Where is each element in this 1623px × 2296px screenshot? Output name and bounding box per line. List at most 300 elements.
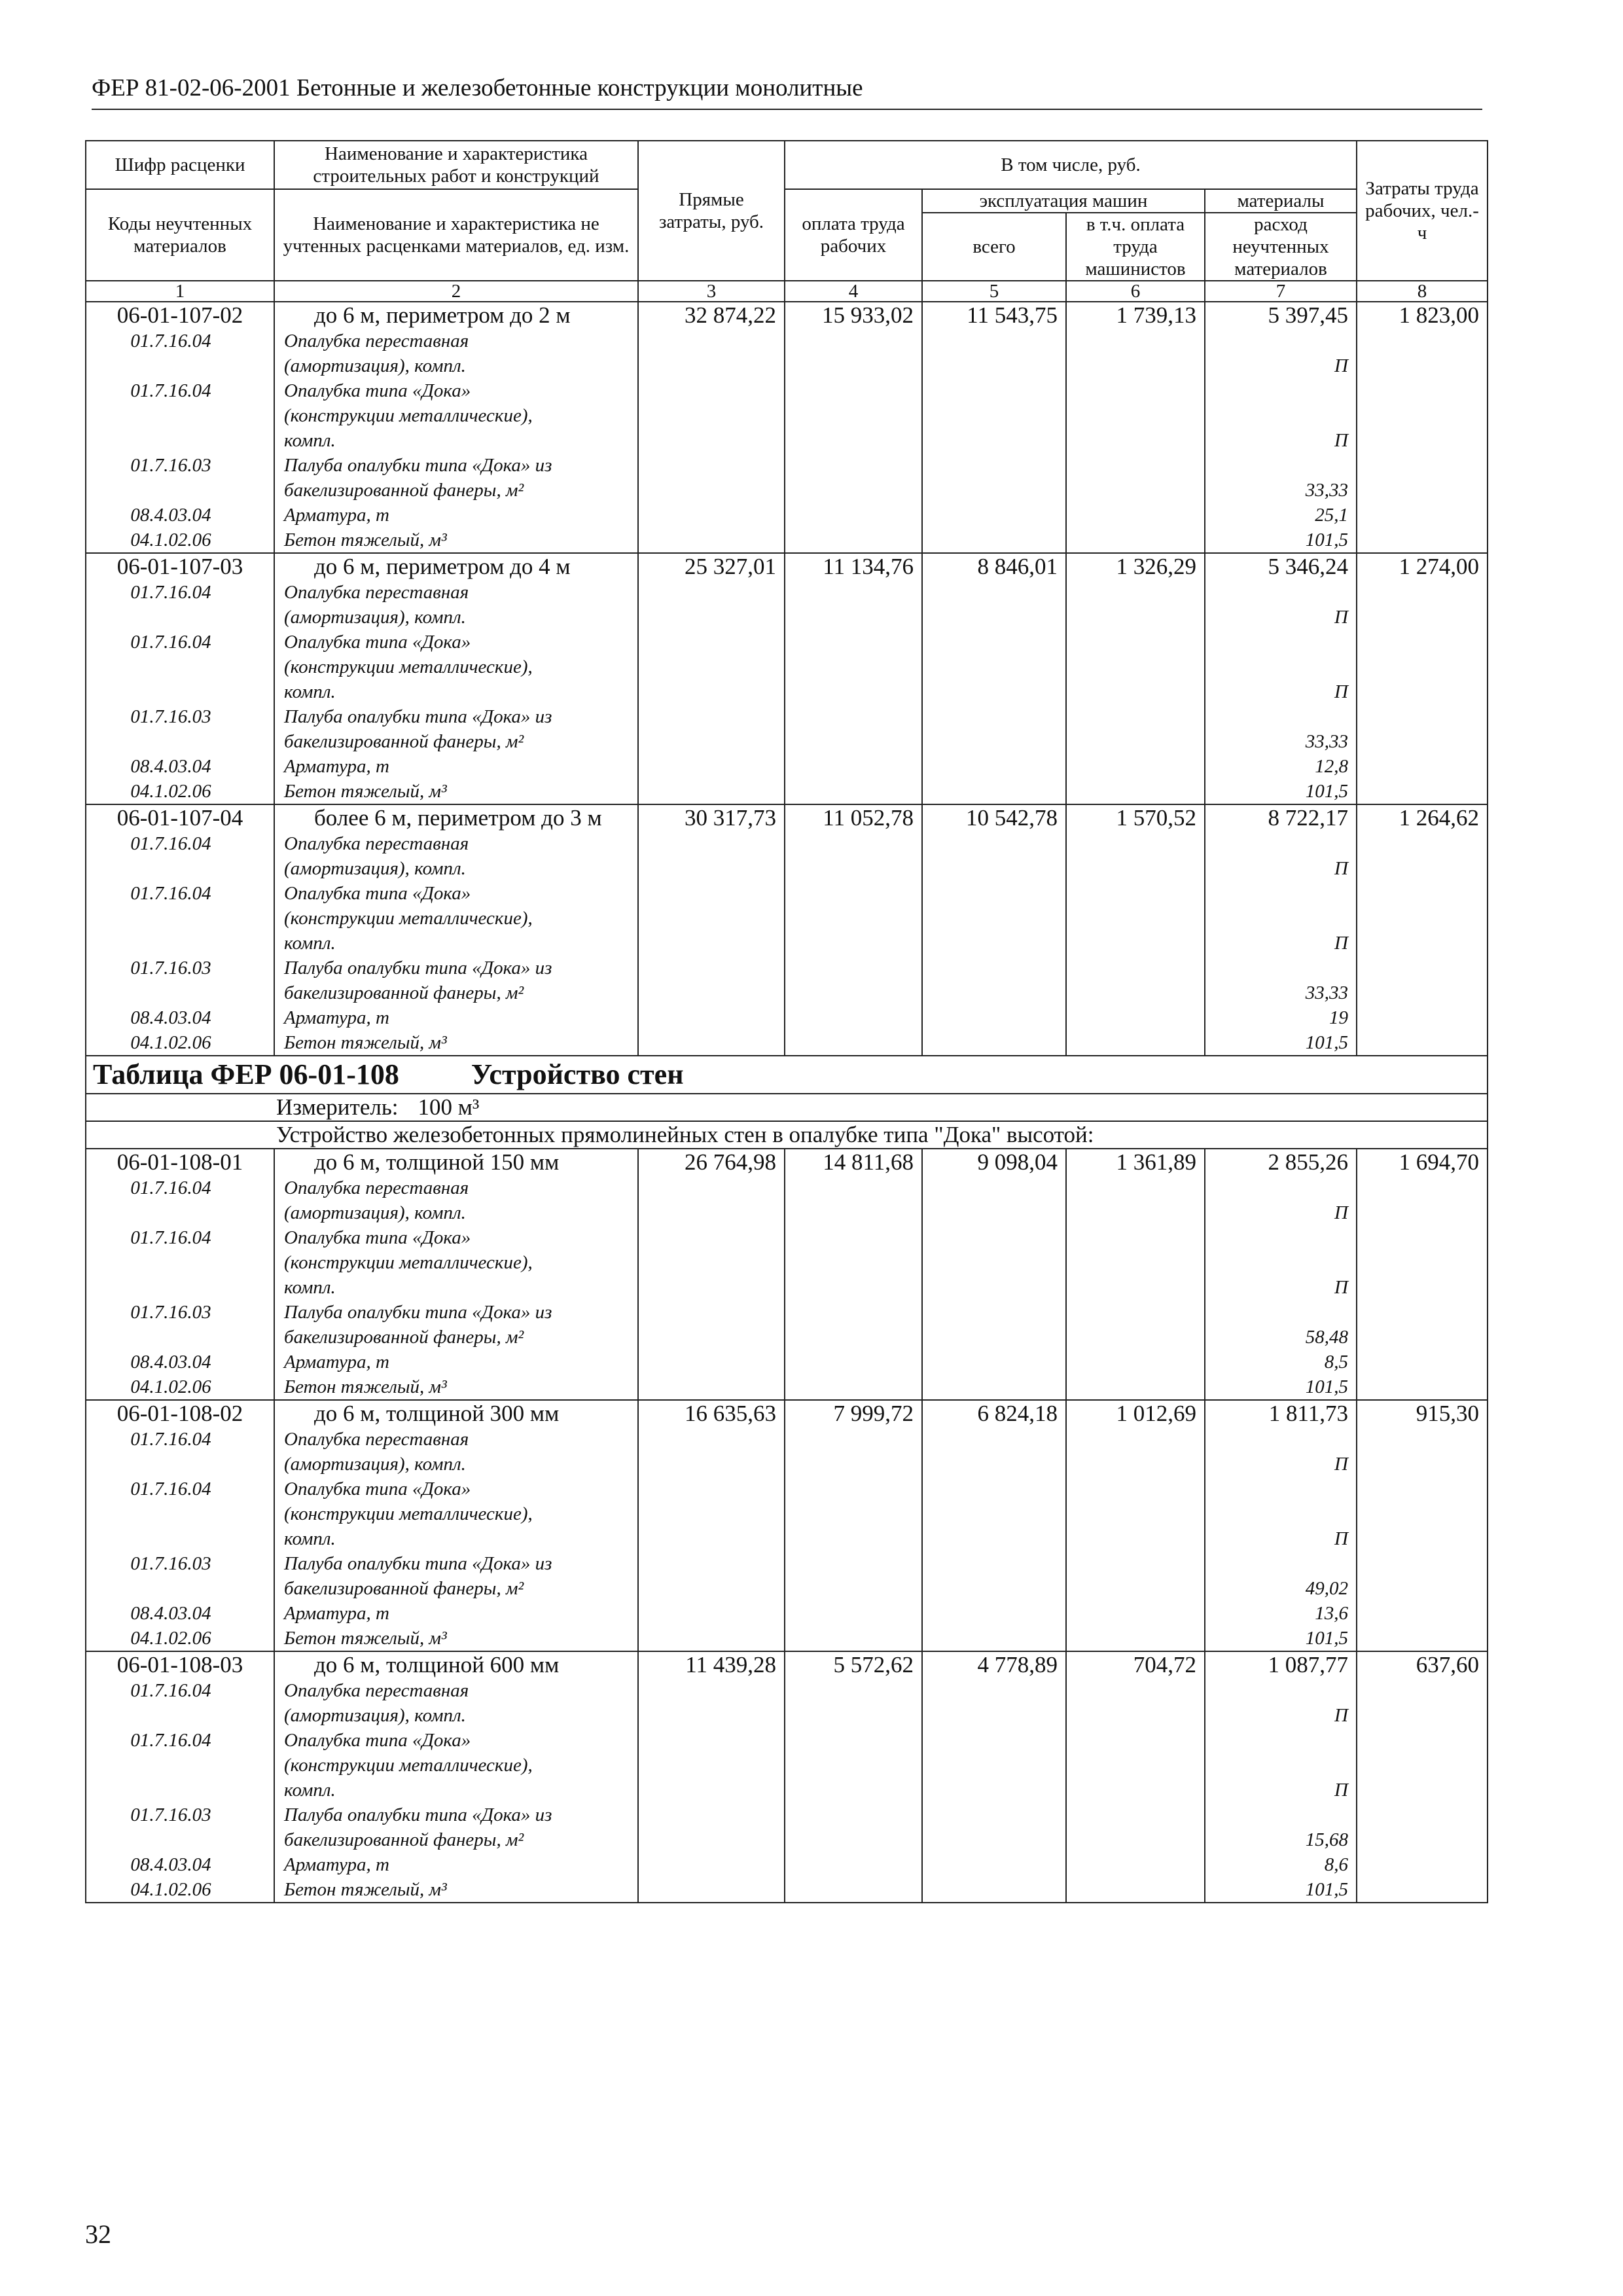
empty-cell [1357, 779, 1488, 804]
material-name: (амортизация), компл. [274, 856, 638, 881]
material-row [86, 931, 1488, 956]
empty-cell [922, 754, 1066, 779]
empty-cell [922, 729, 1066, 754]
empty-cell [638, 881, 785, 906]
empty-cell [638, 1175, 785, 1200]
material-name: Бетон тяжелый, м³ [274, 1030, 638, 1056]
material-row [86, 956, 1488, 980]
material-row [86, 1877, 1488, 1903]
direct-cost: 16 635,63 [638, 1400, 785, 1427]
empty-cell [638, 1325, 785, 1350]
material-amount: 101,5 [1205, 1626, 1357, 1651]
material-amount [1205, 378, 1357, 403]
empty-cell [638, 1250, 785, 1275]
material-row [86, 754, 1488, 779]
empty-cell [638, 1778, 785, 1803]
empty-cell [638, 655, 785, 679]
empty-cell [1357, 980, 1488, 1005]
empty-cell [1357, 1350, 1488, 1374]
material-code: 01.7.16.04 [86, 329, 274, 353]
empty-cell [638, 729, 785, 754]
empty-cell [1066, 630, 1205, 655]
material-amount: 15,68 [1205, 1827, 1357, 1852]
empty-cell [922, 1626, 1066, 1651]
material-name: (конструкции металлические), [274, 655, 638, 679]
empty-cell [1357, 1753, 1488, 1778]
material-row [86, 1852, 1488, 1877]
material-row [86, 1427, 1488, 1452]
material-row [86, 1225, 1488, 1250]
empty-cell [785, 1350, 922, 1374]
material-code: 08.4.03.04 [86, 503, 274, 528]
empty-cell [922, 655, 1066, 679]
empty-cell [785, 1005, 922, 1030]
material-amount: П [1205, 1452, 1357, 1477]
empty-cell [785, 1778, 922, 1803]
empty-cell [785, 1803, 922, 1827]
material-code [86, 906, 274, 931]
empty-cell [922, 503, 1066, 528]
colnum: 6 [1066, 281, 1205, 302]
empty-cell [1357, 1175, 1488, 1200]
empty-cell [1066, 754, 1205, 779]
col-machines: эксплуатация машин [922, 189, 1205, 213]
material-code: 01.7.16.04 [86, 831, 274, 856]
material-amount [1205, 1803, 1357, 1827]
material-code: 01.7.16.03 [86, 1551, 274, 1576]
empty-cell [1357, 1526, 1488, 1551]
empty-cell [1066, 478, 1205, 503]
material-name: Опалубка переставная [274, 1678, 638, 1703]
empty-cell [638, 1225, 785, 1250]
col-labor-pay: оплата труда рабочих [785, 189, 922, 281]
machines-total: 6 824,18 [922, 1400, 1066, 1427]
empty-cell [785, 831, 922, 856]
labor-pay: 15 933,02 [785, 302, 922, 329]
empty-cell [1357, 754, 1488, 779]
material-amount [1205, 1300, 1357, 1325]
empty-cell [785, 754, 922, 779]
materials-cost: 1 811,73 [1205, 1400, 1357, 1427]
empty-cell [785, 655, 922, 679]
material-row [86, 1601, 1488, 1626]
empty-cell [1357, 630, 1488, 655]
empty-cell [638, 1275, 785, 1300]
labor-hours: 1 694,70 [1357, 1149, 1488, 1175]
colnum: 5 [922, 281, 1066, 302]
empty-cell [638, 1703, 785, 1728]
empty-cell [638, 453, 785, 478]
empty-cell [785, 1526, 922, 1551]
material-code: 01.7.16.04 [86, 580, 274, 605]
material-code: 01.7.16.04 [86, 1728, 274, 1753]
material-name: Палуба опалубки типа «Дока» из [274, 956, 638, 980]
empty-cell [785, 1551, 922, 1576]
empty-cell [1357, 478, 1488, 503]
rate-row [86, 1651, 1488, 1678]
material-name: Бетон тяжелый, м³ [274, 1877, 638, 1903]
material-name: Опалубка типа «Дока» [274, 378, 638, 403]
material-name: компл. [274, 1526, 638, 1551]
material-name: бакелизированной фанеры, м² [274, 1576, 638, 1601]
empty-cell [638, 528, 785, 553]
materials-cost: 8 722,17 [1205, 804, 1357, 831]
material-amount [1205, 329, 1357, 353]
material-code [86, 856, 274, 881]
empty-cell [922, 1703, 1066, 1728]
material-name: компл. [274, 1275, 638, 1300]
material-code: 08.4.03.04 [86, 1005, 274, 1030]
empty-cell [785, 1325, 922, 1350]
materials-cost: 2 855,26 [1205, 1149, 1357, 1175]
material-row [86, 630, 1488, 655]
material-code [86, 655, 274, 679]
empty-cell [1066, 956, 1205, 980]
empty-cell [638, 1427, 785, 1452]
material-amount: 49,02 [1205, 1576, 1357, 1601]
empty-cell [1357, 1250, 1488, 1275]
material-amount [1205, 630, 1357, 655]
empty-cell [638, 831, 785, 856]
material-name: бакелизированной фанеры, м² [274, 729, 638, 754]
empty-cell [1357, 1275, 1488, 1300]
empty-cell [922, 1576, 1066, 1601]
empty-cell [1066, 1275, 1205, 1300]
material-name: Палуба опалубки типа «Дока» из [274, 1803, 638, 1827]
empty-cell [785, 1200, 922, 1225]
empty-cell [785, 1753, 922, 1778]
material-code [86, 980, 274, 1005]
material-amount: 33,33 [1205, 980, 1357, 1005]
material-amount: 101,5 [1205, 779, 1357, 804]
colnum: 3 [638, 281, 785, 302]
rate-code: 06-01-108-01 [86, 1149, 274, 1175]
empty-cell [1066, 1827, 1205, 1852]
empty-cell [922, 1452, 1066, 1477]
empty-cell [922, 1350, 1066, 1374]
empty-cell [638, 906, 785, 931]
empty-cell [922, 1225, 1066, 1250]
empty-cell [922, 1300, 1066, 1325]
empty-cell [1357, 1452, 1488, 1477]
machines-labor: 704,72 [1066, 1651, 1205, 1678]
material-row [86, 1678, 1488, 1703]
rate-name: до 6 м, толщиной 300 мм [274, 1400, 638, 1427]
empty-cell [785, 1877, 922, 1903]
material-name: Бетон тяжелый, м³ [274, 779, 638, 804]
machines-total: 4 778,89 [922, 1651, 1066, 1678]
empty-cell [1066, 1175, 1205, 1200]
material-code [86, 1703, 274, 1728]
empty-cell [638, 754, 785, 779]
material-amount: П [1205, 1275, 1357, 1300]
material-amount: 8,6 [1205, 1852, 1357, 1877]
empty-cell [922, 1175, 1066, 1200]
empty-cell [922, 779, 1066, 804]
empty-cell [1066, 931, 1205, 956]
empty-cell [1066, 1374, 1205, 1400]
empty-cell [922, 428, 1066, 453]
material-name: (конструкции металлические), [274, 906, 638, 931]
material-amount [1205, 1250, 1357, 1275]
material-amount: 13,6 [1205, 1601, 1357, 1626]
empty-cell [638, 630, 785, 655]
empty-cell [1066, 1551, 1205, 1576]
rate-row [86, 553, 1488, 580]
direct-cost: 25 327,01 [638, 553, 785, 580]
empty-cell [1066, 403, 1205, 428]
empty-cell [1357, 1427, 1488, 1452]
material-amount: П [1205, 1200, 1357, 1225]
empty-cell [922, 528, 1066, 553]
empty-cell [922, 403, 1066, 428]
material-amount [1205, 1477, 1357, 1501]
empty-cell [1357, 503, 1488, 528]
rate-name: до 6 м, толщиной 600 мм [274, 1651, 638, 1678]
empty-cell [785, 580, 922, 605]
materials-cost: 1 087,77 [1205, 1651, 1357, 1678]
empty-cell [922, 906, 1066, 931]
empty-cell [922, 956, 1066, 980]
machines-labor: 1 326,29 [1066, 553, 1205, 580]
empty-cell [1357, 1374, 1488, 1400]
rate-row [86, 302, 1488, 329]
direct-cost: 30 317,73 [638, 804, 785, 831]
empty-cell [638, 378, 785, 403]
empty-cell [785, 881, 922, 906]
rate-code: 06-01-107-02 [86, 302, 274, 329]
material-row [86, 428, 1488, 453]
material-row [86, 1200, 1488, 1225]
table-body-107 [86, 302, 1488, 1056]
empty-cell [1357, 580, 1488, 605]
empty-cell [1066, 378, 1205, 403]
machines-total: 10 542,78 [922, 804, 1066, 831]
empty-cell [1066, 1678, 1205, 1703]
empty-cell [638, 1601, 785, 1626]
empty-cell [1357, 1728, 1488, 1753]
empty-cell [1357, 1678, 1488, 1703]
material-row [86, 1250, 1488, 1275]
colnum: 8 [1357, 281, 1488, 302]
col-incl: В том числе, руб. [785, 141, 1357, 189]
table2-header [86, 1056, 1488, 1149]
rate-code: 06-01-108-02 [86, 1400, 274, 1427]
material-name: Опалубка типа «Дока» [274, 630, 638, 655]
empty-cell [1357, 329, 1488, 353]
material-name: Опалубка типа «Дока» [274, 1225, 638, 1250]
material-code: 01.7.16.04 [86, 881, 274, 906]
col-mat-use: расход неучтенных материалов [1205, 213, 1357, 281]
empty-cell [1357, 956, 1488, 980]
direct-cost: 32 874,22 [638, 302, 785, 329]
material-code: 01.7.16.03 [86, 1300, 274, 1325]
empty-cell [785, 906, 922, 931]
empty-cell [1066, 605, 1205, 630]
empty-cell [785, 605, 922, 630]
rate-row [86, 804, 1488, 831]
empty-cell [922, 1877, 1066, 1903]
empty-cell [638, 856, 785, 881]
empty-cell [1357, 1803, 1488, 1827]
empty-cell [1357, 403, 1488, 428]
empty-cell [1066, 779, 1205, 804]
material-code [86, 1501, 274, 1526]
empty-cell [1357, 729, 1488, 754]
material-row [86, 779, 1488, 804]
empty-cell [1066, 1452, 1205, 1477]
material-name: компл. [274, 428, 638, 453]
empty-cell [1066, 528, 1205, 553]
material-name: бакелизированной фанеры, м² [274, 1827, 638, 1852]
col-labor: Затраты труда рабочих, чел.-ч [1357, 141, 1488, 281]
material-name: Опалубка переставная [274, 1175, 638, 1200]
material-row [86, 1501, 1488, 1526]
material-code: 08.4.03.04 [86, 1601, 274, 1626]
empty-cell [1357, 1703, 1488, 1728]
material-row [86, 605, 1488, 630]
empty-cell [638, 1576, 785, 1601]
empty-cell [922, 605, 1066, 630]
material-amount: 12,8 [1205, 754, 1357, 779]
direct-cost: 11 439,28 [638, 1651, 785, 1678]
material-code [86, 605, 274, 630]
material-amount [1205, 1501, 1357, 1526]
empty-cell [785, 1728, 922, 1753]
empty-cell [638, 956, 785, 980]
material-name: Палуба опалубки типа «Дока» из [274, 1551, 638, 1576]
material-amount: 101,5 [1205, 528, 1357, 553]
empty-cell [785, 1477, 922, 1501]
empty-cell [785, 353, 922, 378]
empty-cell [638, 1501, 785, 1526]
empty-cell [922, 980, 1066, 1005]
empty-cell [638, 605, 785, 630]
material-name: бакелизированной фанеры, м² [274, 980, 638, 1005]
material-amount [1205, 580, 1357, 605]
material-code: 08.4.03.04 [86, 754, 274, 779]
rate-name: до 6 м, периметром до 2 м [274, 302, 638, 329]
material-name: Опалубка переставная [274, 1427, 638, 1452]
material-row [86, 1275, 1488, 1300]
empty-cell [1066, 1350, 1205, 1374]
empty-cell [1066, 1728, 1205, 1753]
material-row [86, 1626, 1488, 1651]
material-name: компл. [274, 1778, 638, 1803]
empty-cell [638, 1877, 785, 1903]
empty-cell [922, 1778, 1066, 1803]
rate-row [86, 1149, 1488, 1175]
empty-cell [638, 580, 785, 605]
empty-cell [785, 1300, 922, 1325]
material-amount: П [1205, 353, 1357, 378]
material-row [86, 679, 1488, 704]
material-name: Арматура, т [274, 1005, 638, 1030]
material-code [86, 1576, 274, 1601]
empty-cell [1066, 329, 1205, 353]
empty-cell [1066, 831, 1205, 856]
material-code: 01.7.16.04 [86, 1477, 274, 1501]
empty-cell [922, 329, 1066, 353]
material-code [86, 353, 274, 378]
material-name: Опалубка переставная [274, 831, 638, 856]
empty-cell [1357, 655, 1488, 679]
material-name: Арматура, т [274, 1852, 638, 1877]
empty-cell [785, 1225, 922, 1250]
material-name: Опалубка переставная [274, 329, 638, 353]
empty-cell [785, 704, 922, 729]
empty-cell [1066, 1501, 1205, 1526]
material-row [86, 1005, 1488, 1030]
table-body-108 [86, 1149, 1488, 1903]
empty-cell [638, 1526, 785, 1551]
labor-hours: 1 274,00 [1357, 553, 1488, 580]
material-name: (амортизация), компл. [274, 605, 638, 630]
table2-title: Таблица ФЕР 06-01-108 [93, 1058, 399, 1090]
empty-cell [1066, 1526, 1205, 1551]
empty-cell [1066, 1325, 1205, 1350]
labor-pay: 7 999,72 [785, 1400, 922, 1427]
empty-cell [785, 1030, 922, 1056]
material-name: (амортизация), компл. [274, 353, 638, 378]
labor-pay: 5 572,62 [785, 1651, 922, 1678]
material-row [86, 729, 1488, 754]
material-row [86, 1030, 1488, 1056]
empty-cell [1066, 428, 1205, 453]
material-row [86, 1526, 1488, 1551]
empty-cell [785, 453, 922, 478]
machines-labor: 1 361,89 [1066, 1149, 1205, 1175]
empty-cell [638, 1350, 785, 1374]
empty-cell [785, 980, 922, 1005]
empty-cell [638, 1300, 785, 1325]
material-name: Арматура, т [274, 754, 638, 779]
material-row [86, 1325, 1488, 1350]
material-amount: 58,48 [1205, 1325, 1357, 1350]
empty-cell [785, 931, 922, 956]
empty-cell [1357, 428, 1488, 453]
empty-cell [1357, 1325, 1488, 1350]
empty-cell [1357, 931, 1488, 956]
empty-cell [638, 503, 785, 528]
material-amount [1205, 655, 1357, 679]
empty-cell [922, 1325, 1066, 1350]
material-code: 04.1.02.06 [86, 528, 274, 553]
col-materials: материалы [1205, 189, 1357, 213]
empty-cell [922, 353, 1066, 378]
empty-cell [1066, 729, 1205, 754]
material-code: 04.1.02.06 [86, 1626, 274, 1651]
material-code: 01.7.16.03 [86, 956, 274, 980]
empty-cell [638, 1477, 785, 1501]
empty-cell [785, 630, 922, 655]
empty-cell [1066, 1778, 1205, 1803]
material-code [86, 1275, 274, 1300]
empty-cell [638, 1753, 785, 1778]
material-row [86, 453, 1488, 478]
empty-cell [1066, 1626, 1205, 1651]
machines-labor: 1 739,13 [1066, 302, 1205, 329]
empty-cell [785, 329, 922, 353]
material-row [86, 1452, 1488, 1477]
material-code: 04.1.02.06 [86, 779, 274, 804]
material-name: Арматура, т [274, 1350, 638, 1374]
rate-code: 06-01-108-03 [86, 1651, 274, 1678]
empty-cell [1066, 856, 1205, 881]
material-code: 01.7.16.04 [86, 1175, 274, 1200]
material-name: бакелизированной фанеры, м² [274, 478, 638, 503]
empty-cell [1357, 881, 1488, 906]
